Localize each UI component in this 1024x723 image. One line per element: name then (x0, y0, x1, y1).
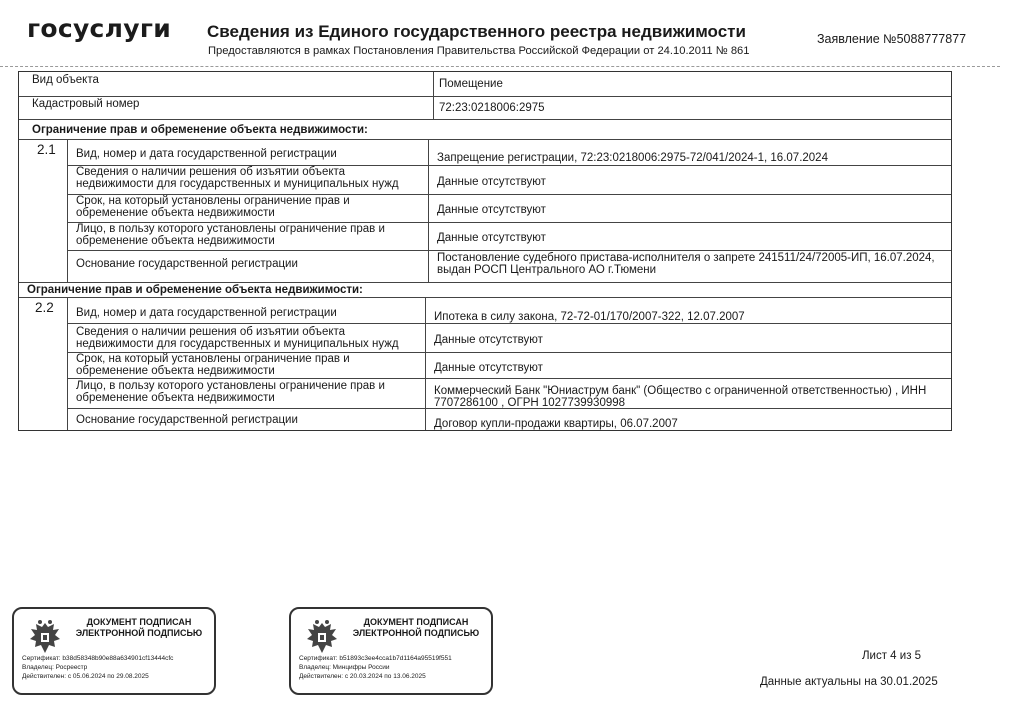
stamp-heading: ДОКУМЕНТ ПОДПИСАН ЭЛЕКТРОННОЙ ПОДПИСЬЮ (75, 617, 203, 638)
table-divider (425, 297, 426, 430)
stamp-validity: Действителен: с 05.06.2024 по 29.08.2025 (22, 673, 149, 680)
table-divider (67, 408, 951, 409)
row-label: Лицо, в пользу которого установлены ограничение прав и обременение объекта недвижимости (76, 380, 385, 404)
row-label: Вид, номер и дата государственной регистрации (76, 307, 337, 319)
stamp-heading: ДОКУМЕНТ ПОДПИСАН ЭЛЕКТРОННОЙ ПОДПИСЬЮ (352, 617, 480, 638)
data-actual-date: Данные актуальны на 30.01.2025 (760, 676, 938, 688)
table-divider (19, 96, 951, 97)
row-value: Данные отсутствуют (437, 176, 546, 188)
row-value: Данные отсутствуют (437, 232, 546, 244)
row-label: Сведения о наличии решения об изъятии объекта недвижимости для государственных и муниципальных нужд (76, 166, 399, 190)
table-divider (67, 297, 68, 430)
object-type-value: Помещение (439, 78, 503, 90)
table-divider (67, 378, 951, 379)
row-label: Вид, номер и дата государственной регистрации (76, 148, 337, 160)
eagle-emblem-icon (301, 617, 343, 659)
section-number: 2.1 (37, 142, 56, 157)
eagle-emblem-icon (24, 617, 66, 659)
cadastral-label: Кадастровый номер (32, 98, 140, 110)
section-title: Ограничение прав и обременение объекта недвижимости: (27, 284, 363, 296)
stamp-validity: Действителен: с 20.03.2024 по 13.06.2025 (299, 673, 426, 680)
table-divider (19, 282, 951, 283)
page-subtitle: Предоставляются в рамках Постановления Правительства Российской Федерации от 24.10.2011 № 861 (208, 45, 750, 57)
table-divider (67, 250, 951, 251)
stamp-owner: Владелец: Минцифры России (299, 664, 390, 671)
table-divider (19, 119, 951, 120)
row-value: Постановление судебного пристава-исполнителя о запрете 241511/24/72005-ИП, 16.07.2024, выдан РОСП Центрального АО г.Тюмени (437, 252, 935, 276)
row-value: Ипотека в силу закона, 72-72-01/170/2007-322, 12.07.2007 (434, 311, 745, 323)
row-label: Срок, на который установлены ограничение прав и обременение объекта недвижимости (76, 195, 350, 219)
object-type-label: Вид объекта (32, 74, 99, 86)
stamp-certificate: Сертификат: b51893c3ee4cca1b7d1164a95519f551 (299, 655, 452, 662)
cadastral-value: 72:23:0218006:2975 (439, 102, 545, 114)
table-divider (19, 297, 951, 298)
row-value: Данные отсутствуют (434, 362, 543, 374)
page-title: Сведения из Единого государственного реестра недвижимости (207, 22, 746, 41)
row-label: Срок, на который установлены ограничение прав и обременение объекта недвижимости (76, 353, 350, 377)
stamp-certificate: Сертификат: b38d58348b90e88a634901cf13444cfc (22, 655, 174, 662)
gosuslugi-logo: госуслуги (27, 14, 172, 43)
row-value: Данные отсутствуют (434, 334, 543, 346)
header-divider (0, 66, 1000, 67)
section-title: Ограничение прав и обременение объекта недвижимости: (32, 124, 368, 136)
row-value: Коммерческий Банк "Юниаструм банк" (Общество с ограниченной ответственностью) , ИНН 7707286100 , ОГРН 1027739930998 (434, 385, 927, 409)
row-label: Основание государственной регистрации (76, 258, 298, 270)
row-label: Лицо, в пользу которого установлены ограничение прав и обременение объекта недвижимости (76, 223, 385, 247)
section-number: 2.2 (35, 300, 54, 315)
table-divider (67, 139, 68, 282)
stamp-owner: Владелец: Росреестр (22, 664, 88, 671)
row-label: Сведения о наличии решения об изъятии объекта недвижимости для государственных и муниципальных нужд (76, 326, 399, 350)
signature-stamp (12, 607, 216, 695)
row-label: Основание государственной регистрации (76, 414, 298, 426)
row-value: Данные отсутствуют (437, 204, 546, 216)
sheet-number: Лист 4 из 5 (862, 650, 922, 662)
application-number: Заявление №5088777877 (817, 32, 967, 46)
table-divider (67, 323, 951, 324)
table-divider (433, 72, 434, 119)
table-divider (19, 139, 951, 140)
row-value: Запрещение регистрации, 72:23:0218006:2975-72/041/2024-1, 16.07.2024 (437, 152, 828, 164)
table-divider (428, 139, 429, 282)
signature-stamp (289, 607, 493, 695)
row-value: Договор купли-продажи квартиры, 06.07.2007 (434, 418, 678, 430)
